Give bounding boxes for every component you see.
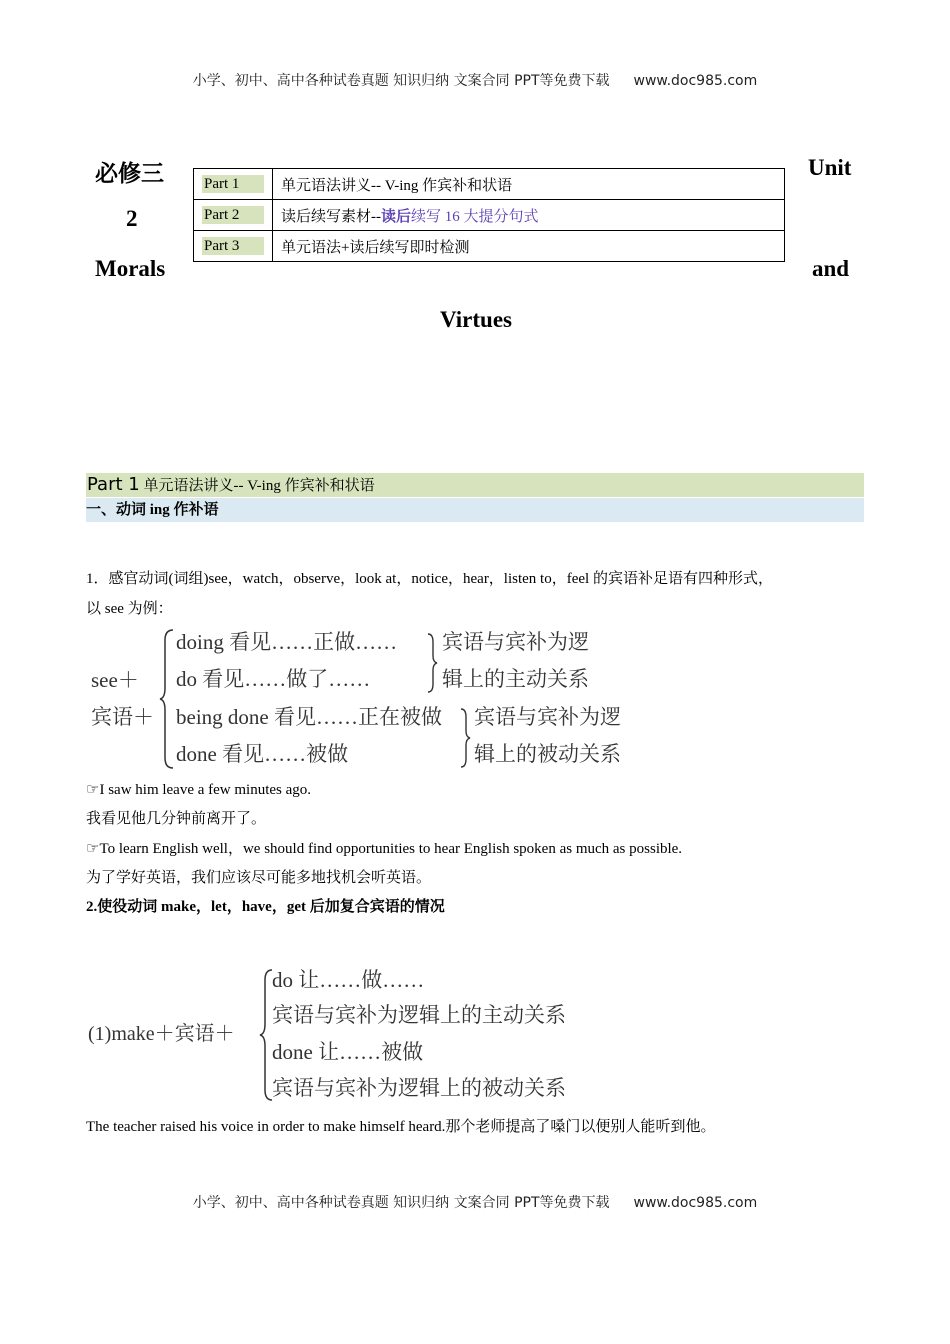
example2: The teacher raised his voice in order to make himself heard.那个老师提高了嗓门以便别人能听到他。 [86, 1119, 716, 1135]
example-en: ☞To learn English well，we should find opportunities to hear English spoken as much as possible. [86, 841, 683, 857]
title-right-line3: and [812, 256, 850, 281]
section-part-label: Part 1 [87, 474, 140, 495]
header-site-link[interactable]: www.doc985.com [633, 73, 758, 89]
diagram2-lhs: (1)make＋宾语＋ [88, 1023, 235, 1045]
contents-desc-accent: 续写 16 大提分句式 [411, 208, 539, 225]
contents-part-cell [194, 200, 273, 231]
title-left-line2: 2 [126, 206, 138, 231]
diagram1-note2-line2: 辑上的被动关系 [474, 742, 621, 766]
title-center-line: Virtues [440, 307, 512, 332]
example-zh: 我看见他几分钟前离开了。 [86, 811, 267, 827]
title-left-line3: Morals [95, 256, 166, 281]
diagram1-opt1: doing 看见……正做…… [176, 630, 398, 654]
footer-site-link[interactable]: www.doc985.com [633, 1195, 758, 1211]
title-left-line1: 必修三 [95, 161, 164, 186]
contents-part-cell [194, 231, 273, 262]
contents-desc-cell [273, 231, 785, 262]
contents-part-label: Part 3 [202, 237, 264, 255]
contents-desc: 单元语法+读后续写即时检测 [281, 239, 470, 256]
contents-desc: 读后续写素材-- [281, 208, 381, 225]
brace-right-active [427, 632, 437, 694]
diagram2-line3: done 让……被做 [272, 1040, 424, 1064]
contents-desc-cell [273, 200, 785, 231]
footer-text: 小学、初中、高中各种试卷真题 知识归纳 文案合同 PPT等免费下载 [192, 1195, 610, 1211]
diagram2-line1: do 让……做…… [272, 968, 425, 992]
title-right-line1: Unit [808, 155, 852, 180]
brace-right-passive [460, 707, 470, 769]
contents-row [194, 169, 785, 200]
contents-row [194, 200, 785, 231]
contents-row [194, 231, 785, 262]
diagram1-note1-line1: 宾语与宾补为逻 [442, 630, 589, 654]
section-bar [86, 473, 864, 497]
page-header [0, 70, 950, 90]
page-footer [0, 1192, 950, 1212]
diagram1-lhs-line2: 宾语＋ [91, 705, 154, 729]
diagram1-note2-line1: 宾语与宾补为逻 [474, 705, 621, 729]
contents-desc: 单元语法讲义-- V-ing 作宾补和状语 [281, 177, 513, 194]
diagram2-line4: 宾语与宾补为逻辑上的被动关系 [272, 1076, 566, 1100]
diagram2-line2: 宾语与宾补为逻辑上的主动关系 [272, 1003, 566, 1027]
point1-line1: 1．感官动词(词组)see，watch，observe，look at，notice，hear，listen to，feel 的宾语补足语有四种形式， [86, 571, 773, 587]
brace-left-large [160, 628, 176, 770]
section-part-title: 单元语法讲义-- V-ing 作宾补和状语 [143, 478, 375, 494]
diagram1-opt2: do 看见……做了…… [176, 667, 371, 691]
example-zh: 为了学好英语，我们应该尽可能多地找机会听英语。 [86, 870, 432, 886]
contents-desc-bold: 读后 [381, 208, 412, 225]
contents-table [193, 168, 785, 262]
diagram1-lhs-line1: see＋ [91, 668, 139, 692]
header-text: 小学、初中、高中各种试卷真题 知识归纳 文案合同 PPT等免费下载 [192, 73, 610, 89]
diagram1-opt4: done 看见……被做 [176, 742, 349, 766]
contents-desc-cell [273, 169, 785, 200]
diagram1-note1-line2: 辑上的主动关系 [442, 667, 589, 691]
example-en: ☞I saw him leave a few minutes ago. [86, 782, 312, 798]
section-subheading: 一、动词 ing 作补语 [86, 498, 864, 522]
point1-line2: 以 see 为例： [86, 601, 173, 617]
contents-part-label: Part 2 [202, 206, 264, 224]
contents-part-label: Part 1 [202, 175, 264, 193]
point2-heading: 2.使役动词 make，let，have，get 后加复合宾语的情况 [86, 899, 445, 915]
diagram1-opt3: being done 看见……正在被做 [176, 705, 442, 729]
contents-part-cell [194, 169, 273, 200]
